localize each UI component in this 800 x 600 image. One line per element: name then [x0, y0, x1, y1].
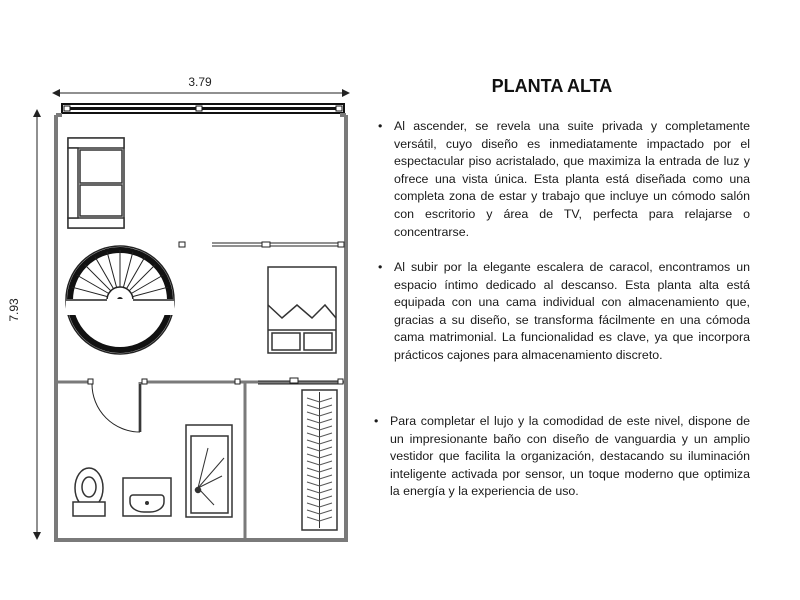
- bullet-marker: •: [378, 260, 383, 274]
- width-label: 3.79: [188, 75, 212, 89]
- paragraph-text: Para completar el lujo y la comodidad de este nivel, dispone de un impresionante baño con diseño de vanguardia y un amplio vestidor que facilita la organización, destacando su iluminación inteligente activada por sensor, un toque moderno que optimiza la energía y la experiencia de uso.: [390, 414, 750, 499]
- description-paragraph-1: [378, 118, 750, 241]
- glass-window: [62, 104, 344, 113]
- stair-tread: [107, 252, 117, 288]
- washbasin-icon: [123, 478, 171, 516]
- description-paragraph-2: [378, 259, 750, 365]
- description-paragraph-3: [374, 413, 750, 501]
- bed-icon: [268, 267, 336, 353]
- paragraph-text: Al ascender, se revela una suite privada y completamente versátil, cuyo diseño es inmediatamente impactado por el espectacular piso acristalado, que maximiza la entrada de luz y ofrece una vista única. Esta planta está diseñada como una completa zona de estar y trabajo que incluye un cómodo salón con escritorio y área de TV, perfecta para relajarse o concentrarse.: [394, 119, 750, 239]
- spiral-staircase-icon: [66, 246, 174, 354]
- page-title: PLANTA ALTA: [491, 76, 613, 96]
- stair-tread: [133, 287, 169, 297]
- bathroom-door: [88, 379, 147, 432]
- width-dimension: [56, 75, 346, 93]
- bullet-marker: •: [374, 414, 379, 428]
- stair-tread: [72, 287, 108, 297]
- paragraph-text: Al subir por la elegante escalera de caracol, encontramos un espacio íntimo dedicado al descanso. Esta planta alta está equipada con una cama individual con almacenamiento que, gracias a su diseño, se transforma fácilmente en una cómoda cama matrimonial. La funcionalidad es clave, ya que incorpora prácticos cajones para almacenamiento discreto.: [394, 260, 750, 362]
- bullet-marker: •: [378, 119, 383, 133]
- sofa-icon: [68, 138, 124, 228]
- height-dimension: [7, 113, 37, 536]
- shower-icon: [186, 425, 232, 517]
- stair-tread: [123, 252, 133, 288]
- wardrobe-icon: [302, 390, 337, 530]
- toilet-icon: [73, 468, 105, 516]
- floor-plan: [0, 0, 370, 600]
- height-label: 7.93: [7, 298, 21, 322]
